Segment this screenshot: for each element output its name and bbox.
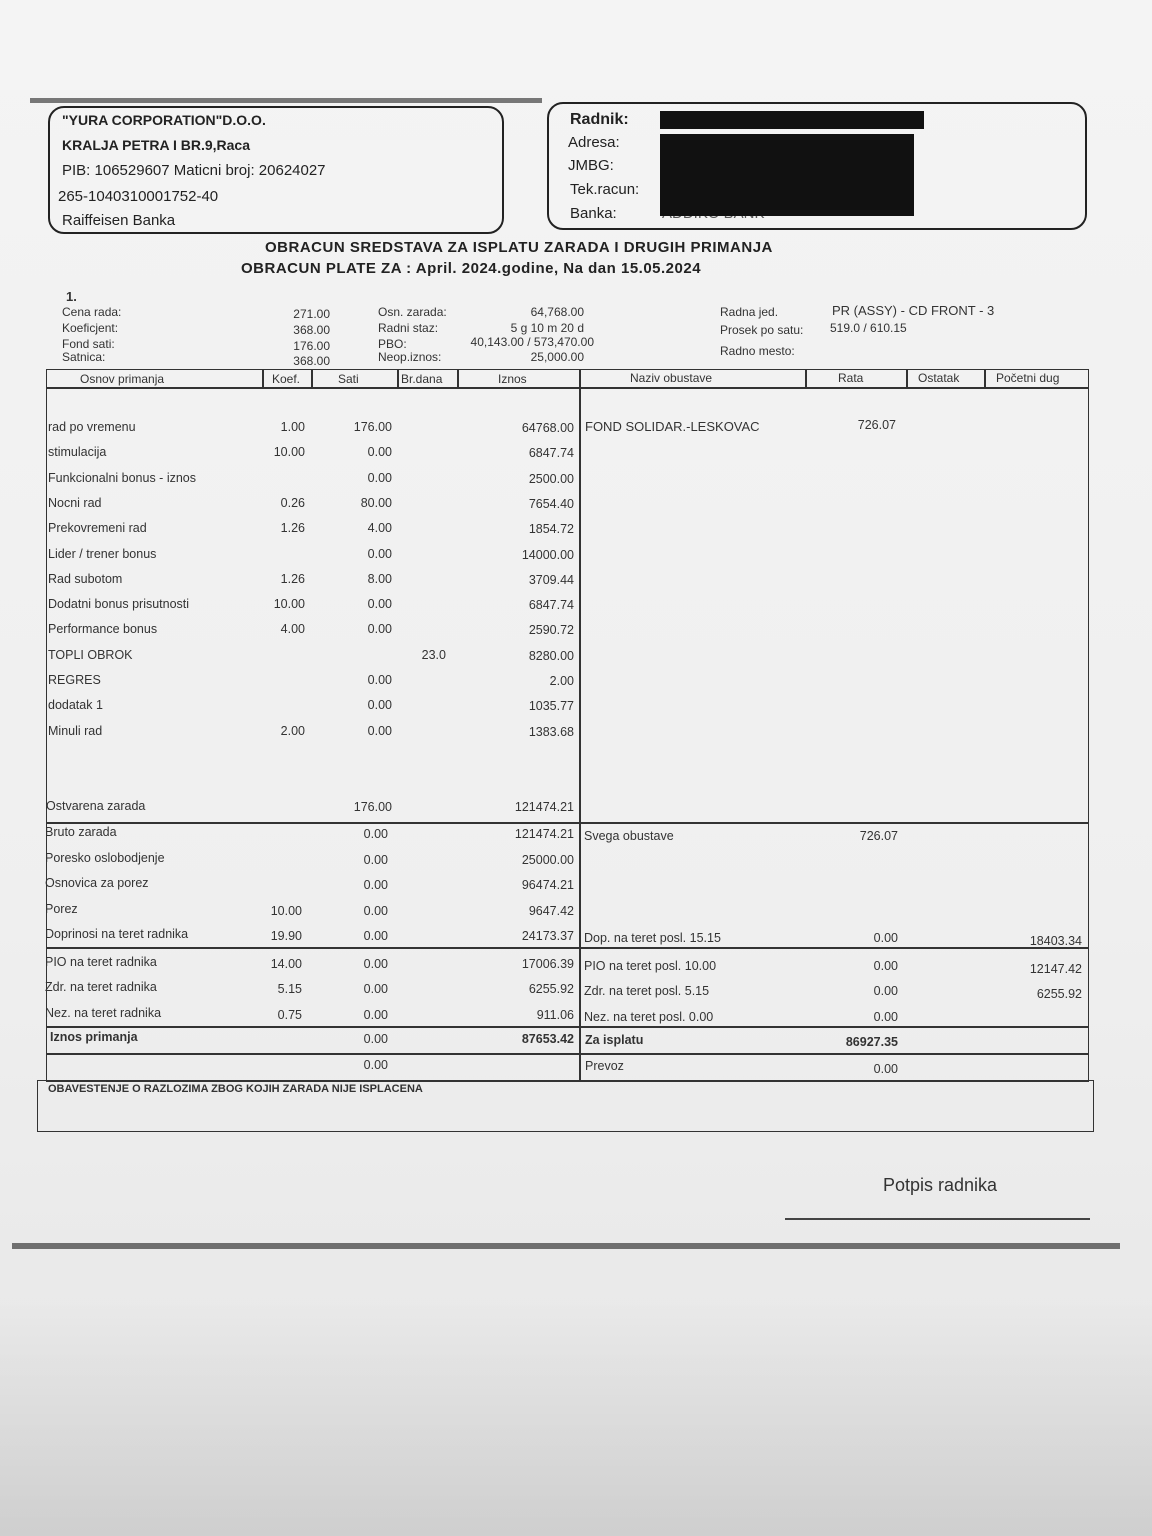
summary-right-value: 726.07 <box>859 829 898 843</box>
summary-koef: 0.75 <box>277 1007 302 1022</box>
earning-name: REGRES <box>48 673 101 687</box>
summary-right-value: 0.00 <box>873 958 898 973</box>
notice-text: OBAVESTENJE O RAZLOZIMA ZBOG KOJIH ZARADA NIJE ISPLACENA <box>48 1083 423 1095</box>
summary-name: PIO na teret radnika <box>45 954 157 969</box>
prosek-value: 519.0 / 610.15 <box>830 321 907 335</box>
iznos-primanja-sati: 0.00 <box>363 1032 388 1046</box>
satnica-value: 368.00 <box>293 354 330 368</box>
za-isplatu-value: 86927.35 <box>845 1035 898 1049</box>
earning-sati: 8.00 <box>367 571 392 586</box>
fond-sati-label: Fond sati: <box>62 337 115 351</box>
summary-right-name: Svega obustave <box>584 829 674 843</box>
record-number: 1. <box>66 289 77 304</box>
earning-name: dodatak 1 <box>48 698 103 713</box>
ostvarena-label: Ostvarena zarada <box>46 799 146 813</box>
earning-name: Dodatni bonus prisutnosti <box>48 597 190 612</box>
bottom-rule <box>12 1243 1120 1249</box>
col-divider-main <box>579 369 581 1081</box>
earning-koef: 1.26 <box>280 571 305 586</box>
earning-koef: 1.26 <box>280 521 305 536</box>
summary-right-name: Nez. na teret posl. 0.00 <box>584 1009 714 1024</box>
osn-zarada-label: Osn. zarada: <box>378 305 447 319</box>
col-br-dana: Br.dana <box>401 372 443 386</box>
summary-right-value: 0.00 <box>873 931 898 945</box>
prosek-label: Prosek po satu: <box>720 323 804 337</box>
koeficijent-value: 368.00 <box>293 323 330 337</box>
earning-iznos: 8280.00 <box>528 648 574 663</box>
koeficijent-label: Koeficjent: <box>62 321 119 335</box>
summary-iznos: 24173.37 <box>521 929 574 943</box>
earning-sati: 4.00 <box>367 521 392 536</box>
summary-sati: 0.00 <box>363 1007 388 1022</box>
earning-name: Minuli rad <box>48 723 103 738</box>
summary-koef: 10.00 <box>270 903 302 918</box>
col-iznos: Iznos <box>498 372 527 386</box>
earning-iznos: 2500.00 <box>528 471 574 486</box>
worker-account-label: Tek.racun: <box>570 181 640 198</box>
earning-name: TOPLI OBROK <box>48 647 133 662</box>
earning-sati: 0.00 <box>367 445 392 460</box>
earning-koef: 1.00 <box>280 420 305 434</box>
earning-iznos: 6847.74 <box>528 598 574 613</box>
summary-name: Osnovica za porez <box>45 876 149 890</box>
summary-iznos: 17006.39 <box>521 956 574 971</box>
fond-sati-value: 176.00 <box>293 339 330 353</box>
summary-sati: 0.00 <box>363 852 388 867</box>
earning-sati: 0.00 <box>367 622 392 637</box>
summary-name: Nez. na teret radnika <box>45 1005 162 1020</box>
company-address: KRALJA PETRA I BR.9,Raca <box>62 137 251 153</box>
summary-name: Porez <box>45 901 78 916</box>
summary-name: Doprinosi na teret radnika <box>45 927 189 941</box>
redaction-personal-data <box>660 134 914 216</box>
earning-name: stimulacija <box>48 445 107 460</box>
summary-right-name: Zdr. na teret posl. 5.15 <box>584 984 710 998</box>
company-ids: PIB: 106529607 Maticni broj: 20624027 <box>62 162 326 179</box>
document-title: OBRACUN SREDSTAVA ZA ISPLATU ZARADA I DRUGIH PRIMANJA <box>265 239 773 256</box>
summary-right-dug: 12147.42 <box>1029 961 1082 976</box>
summary-iznos: 25000.00 <box>521 852 574 867</box>
col-rata: Rata <box>838 371 864 385</box>
earning-name: rad po vremenu <box>48 420 136 434</box>
earning-iznos: 14000.00 <box>521 547 574 562</box>
company-bank: Raiffeisen Banka <box>62 212 176 229</box>
za-isplatu-label: Za isplatu <box>585 1033 644 1047</box>
summary-iznos: 121474.21 <box>514 827 574 841</box>
ostvarena-iznos: 121474.21 <box>514 800 574 814</box>
satnica-label: Satnica: <box>62 350 106 364</box>
earning-sati: 0.00 <box>367 723 392 738</box>
col-pocetni-dug: Početni dug <box>996 371 1060 385</box>
earning-sati: 0.00 <box>367 470 392 485</box>
col-divider-iznos <box>457 369 459 388</box>
summary-sati: 0.00 <box>363 956 388 971</box>
col-osnov: Osnov primanja <box>80 372 165 386</box>
summary-iznos: 9647.42 <box>528 903 574 918</box>
summary-koef: 5.15 <box>277 982 302 996</box>
summary-sati: 0.00 <box>363 878 388 892</box>
earning-iznos: 6847.74 <box>528 446 574 461</box>
redaction-name <box>660 111 924 129</box>
cena-rada-label: Cena rada: <box>62 305 122 319</box>
prevoz-label: Prevoz <box>585 1059 624 1073</box>
earning-name: Nocni rad <box>48 495 102 510</box>
earning-sati: 176.00 <box>353 420 392 434</box>
deduction-name: FOND SOLIDAR.-LESKOVAC <box>585 419 760 434</box>
earning-name: Rad subotom <box>48 571 123 586</box>
earning-iznos: 2.00 <box>549 674 574 688</box>
prevoz-sati: 0.00 <box>363 1058 388 1072</box>
summary-right-value: 0.00 <box>873 984 898 998</box>
osn-zarada-value: 64,768.00 <box>530 305 584 319</box>
earning-iznos: 1383.68 <box>528 724 574 739</box>
col-divider-koef <box>262 369 264 388</box>
neop-iznos-value: 25,000.00 <box>530 350 584 364</box>
summary-divider <box>46 822 1088 824</box>
radna-jed-label: Radna jed. <box>720 305 779 319</box>
paper-shadow <box>0 1300 1152 1536</box>
company-account: 265-1040310001752-40 <box>58 188 219 205</box>
summary-sati: 0.00 <box>363 827 388 841</box>
company-name: "YURA CORPORATION"D.O.O. <box>62 112 266 128</box>
iznos-primanja-label: Iznos primanja <box>50 1030 138 1044</box>
earning-sati: 0.00 <box>367 673 392 687</box>
col-divider-dug <box>984 369 986 388</box>
earning-koef: 2.00 <box>280 723 305 738</box>
summary-iznos: 6255.92 <box>528 982 574 996</box>
col-divider-ostatak <box>906 369 908 388</box>
earning-sati: 0.00 <box>367 698 392 713</box>
earning-koef: 0.26 <box>280 495 305 510</box>
col-naziv-obustave: Naziv obustave <box>630 371 713 385</box>
earning-sati: 0.00 <box>367 597 392 612</box>
summary-sati: 0.00 <box>363 982 388 996</box>
earning-sati: 0.00 <box>367 546 392 561</box>
earning-iznos: 1854.72 <box>528 522 574 537</box>
worker-title: Radnik: <box>570 111 629 128</box>
neop-iznos-label: Neop.iznos: <box>378 350 442 364</box>
summary-sati: 0.00 <box>363 903 388 918</box>
summary-iznos: 96474.21 <box>521 878 574 892</box>
earning-iznos: 64768.00 <box>521 421 574 435</box>
summary-name: Zdr. na teret radnika <box>45 980 157 994</box>
summary-right-value: 0.00 <box>873 1009 898 1024</box>
summary-right-dug: 18403.34 <box>1029 934 1082 948</box>
summary-right-dug: 6255.92 <box>1036 987 1082 1001</box>
earning-dana: 23.0 <box>421 647 446 662</box>
deduction-rata: 726.07 <box>857 418 896 432</box>
earning-iznos: 7654.40 <box>528 496 574 511</box>
earning-name: Performance bonus <box>48 622 158 637</box>
total-divider-bottom <box>46 1053 1088 1055</box>
earning-name: Lider / trener bonus <box>48 546 157 561</box>
header-row-line <box>46 387 1088 389</box>
summary-name: Poresko oslobodjenje <box>45 850 165 865</box>
col-divider-dana <box>397 369 399 388</box>
contrib-divider <box>46 947 1088 949</box>
radni-staz-value: 5 g 10 m 20 d <box>510 321 584 335</box>
pbo-label: PBO: <box>378 337 407 351</box>
radni-staz-label: Radni staz: <box>378 321 439 335</box>
pbo-value: 40,143.00 / 573,470.00 <box>470 335 594 349</box>
signature-label: Potpis radnika <box>883 1175 998 1195</box>
signature-line <box>785 1218 1090 1220</box>
ostvarena-sati: 176.00 <box>353 800 392 814</box>
earning-koef: 10.00 <box>273 445 305 460</box>
earning-koef: 10.00 <box>273 597 305 612</box>
total-divider-top <box>46 1026 1088 1028</box>
col-divider-rata <box>805 369 807 388</box>
earning-koef: 4.00 <box>280 622 305 637</box>
top-rule <box>30 98 542 103</box>
document-subtitle: OBRACUN PLATE ZA : April. 2024.godine, Na dan 15.05.2024 <box>241 260 702 277</box>
summary-sati: 0.00 <box>363 929 388 943</box>
summary-name: Bruto zarada <box>45 825 117 839</box>
summary-koef: 14.00 <box>270 956 302 971</box>
radno-mesto-label: Radno mesto: <box>720 344 795 358</box>
earning-name: Funkcionalni bonus - iznos <box>48 470 196 485</box>
worker-address-label: Adresa: <box>568 134 620 151</box>
col-sati: Sati <box>338 372 359 386</box>
cena-rada-value: 271.00 <box>293 307 330 321</box>
col-ostatak: Ostatak <box>918 371 960 385</box>
summary-right-name: PIO na teret posl. 10.00 <box>584 958 717 973</box>
earning-iznos: 2590.72 <box>528 623 574 638</box>
col-koef: Koef. <box>272 372 301 386</box>
earning-iznos: 1035.77 <box>528 699 574 714</box>
worker-jmbg-label: JMBG: <box>568 157 614 174</box>
prevoz-value: 0.00 <box>873 1062 898 1076</box>
iznos-primanja-value: 87653.42 <box>521 1032 574 1046</box>
earning-name: Prekovremeni rad <box>48 521 147 536</box>
summary-right-name: Dop. na teret posl. 15.15 <box>584 931 721 945</box>
col-divider-sati <box>311 369 313 388</box>
summary-koef: 19.90 <box>270 929 302 943</box>
radna-jed-value: PR (ASSY) - CD FRONT - 3 <box>832 303 995 318</box>
earning-iznos: 3709.44 <box>528 572 574 587</box>
worker-bank-label: Banka: <box>570 205 617 222</box>
summary-iznos: 911.06 <box>536 1007 574 1022</box>
earning-sati: 80.00 <box>360 495 392 510</box>
